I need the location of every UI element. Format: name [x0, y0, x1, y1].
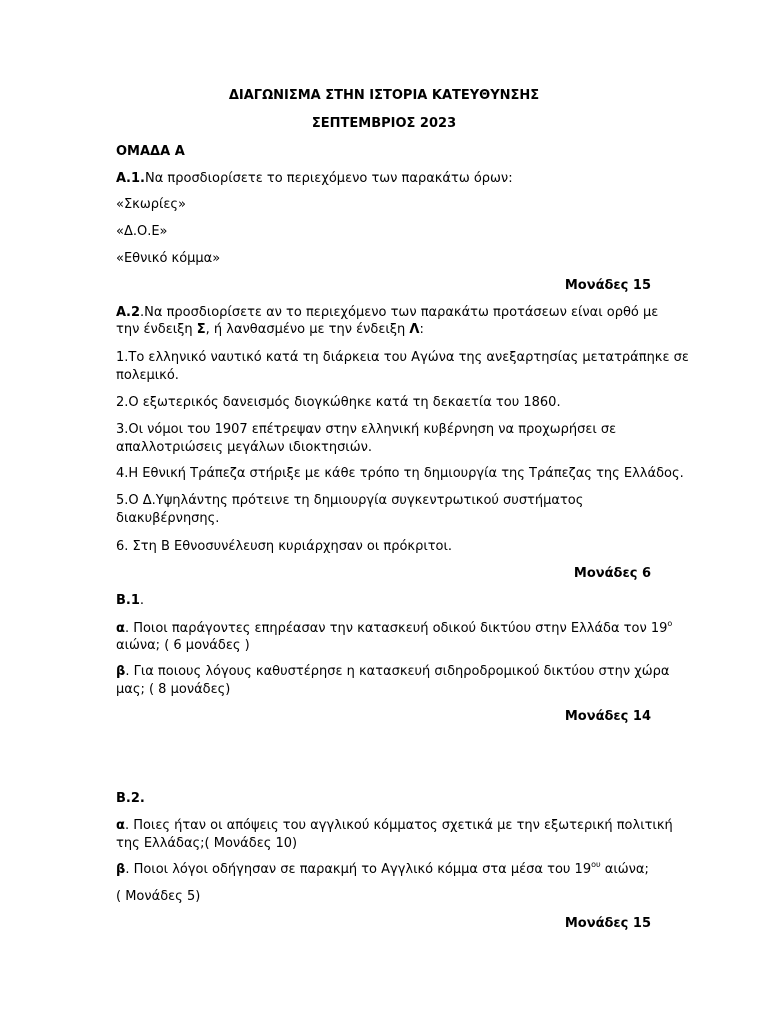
question-b2: Β.2. [116, 791, 145, 806]
term-item: «Σκωρίες» [116, 197, 186, 212]
statement-item-cont: διακυβέρνησης. [116, 511, 220, 526]
subquestion-a-cont: της Ελλάδας;( Μονάδες 10) [116, 836, 298, 851]
statement-item: 5.Ο Δ.Υψηλάντης πρότεινε τη δημιουργία συγκεντρωτικού συστήματος [116, 493, 584, 508]
question-a2 [116, 304, 658, 322]
subquestion-b: β. Για ποιους λόγους καθυστέρησε η κατασκευή σιδηροδρομικού δικτύου στην χώρα [116, 664, 670, 679]
term-item: «Εθνικό κόμμα» [116, 251, 221, 266]
subquestion-a: α. Ποιοι παράγοντες επηρέασαν την κατασκευή οδικού δικτύου στην Ελλάδα τον $19^o$ [116, 619, 673, 636]
group-heading: ΟΜΑΔΑ Α [116, 144, 185, 159]
statement-item: 2.Ο εξωτερικός δανεισμός διογκώθηκε κατά τη δεκαετία του 1860. [116, 395, 561, 410]
question-a1 [116, 170, 513, 188]
question-text: Να προσδιορίσετε το περιεχόμενο των παρακάτω όρων: [144, 171, 513, 186]
subquestion-a: α. Ποιες ήταν οι απόψεις του αγγλικού κόμματος σχετικά με την εξωτερική πολιτική [116, 818, 673, 833]
points-label: Μονάδες 6 [573, 566, 651, 581]
points-label: Μονάδες 14 [564, 709, 651, 724]
question-label: Β.1 [116, 593, 140, 608]
exam-title: ΔΙΑΓΩΝΙΣΜΑ ΣΤΗΝ ΙΣΤΟΡΙΑ ΚΑΤΕΥΘΥΝΣΗΣ [228, 88, 540, 103]
subquestion-b-cont: μας; ( 8 μονάδες) [116, 682, 231, 697]
question-text: .Να προσδιορίσετε αν το περιεχόμενο των παρακάτω προτάσεων είναι ορθό με [140, 305, 659, 320]
points-label: Μονάδες 15 [564, 916, 651, 931]
statement-item: 3.Οι νόμοι του 1907 επέτρεψαν στην ελληνική κυβέρνηση να προχωρήσει σε [116, 422, 617, 437]
statement-item-cont: πολεμικό. [116, 368, 179, 383]
subquestion-b-points: ( Μονάδες 5) [116, 889, 201, 904]
statement-item: 6. Στη Β Εθνοσυνέλευση κυριάρχησαν οι πρόκριτοι. [116, 539, 453, 554]
term-item: «Δ.Ο.Ε» [116, 224, 168, 239]
statement-item: 1.Το ελληνικό ναυτικό κατά τη διάρκεια του Αγώνα της ανεξαρτησίας μετατράπηκε σε [116, 350, 689, 365]
subquestion-b: β. Ποιοι λόγοι οδήγησαν σε παρακμή το Αγγλικό κόμμα στα μέσα του $19^{o\upsilon}$ αιώνα; [116, 860, 649, 877]
points-label: Μονάδες 15 [564, 278, 651, 293]
subquestion-a-cont: αιώνα; ( 6 μονάδες ) [116, 638, 250, 653]
statement-item-cont: απαλλοτριώσεις μεγάλων ιδιοκτησιών. [116, 440, 372, 455]
exam-date: ΣΕΠΤΕΜΒΡΙΟΣ 2023 [311, 116, 457, 131]
question-a2-line2: την ένδειξη Σ, ή λανθασμένο με την ένδειξη Λ: [116, 322, 424, 337]
question-label: Α.1. [116, 171, 145, 186]
question-label: Α.2 [116, 305, 141, 320]
statement-item: 4.Η Εθνική Τράπεζα στήριξε με κάθε τρόπο τη δημιουργία της Τράπεζας της Ελλάδος. [116, 466, 684, 481]
question-b1: Β.1. [116, 593, 145, 608]
